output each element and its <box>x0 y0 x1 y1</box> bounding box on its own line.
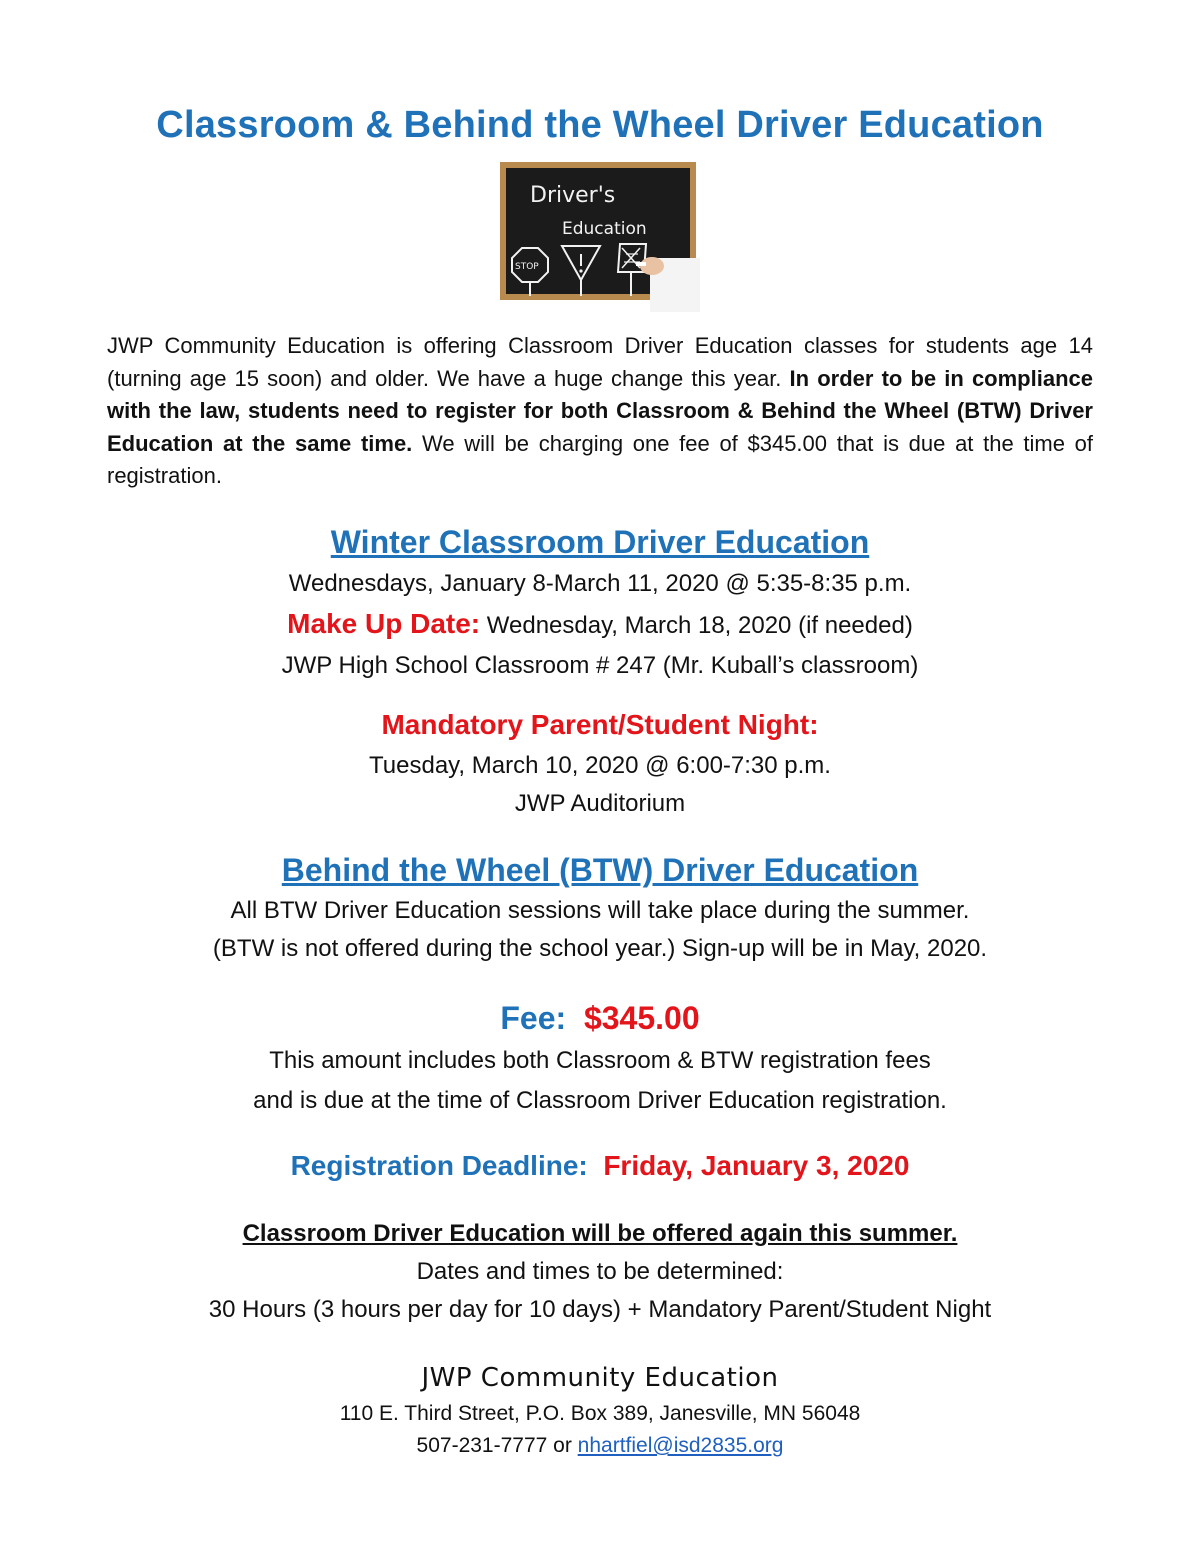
parent-night-section <box>0 703 1200 823</box>
fee-line1: This amount includes both Classroom & BTW registration fees <box>269 1047 931 1074</box>
board-text-education: Education <box>562 219 647 239</box>
parent-night-heading: Mandatory Parent/Student Night: <box>381 709 819 740</box>
page-title: Classroom & Behind the Wheel Driver Education <box>156 104 1044 146</box>
summer-line2: 30 Hours (3 hours per day for 10 days) + Mandatory Parent/Student Night <box>208 1296 992 1323</box>
intro-text-part2: We will be charging one fee of $345.00 that is due at the time of registration. <box>107 430 1093 488</box>
deadline-line <box>0 1145 1200 1187</box>
intro-text-part1: JWP Community Education is offering Classroom Driver Education classes for students age 14 (turning age 15 soon) and older. We have a huge change this year. <box>107 333 1093 391</box>
makeup-label: Make Up Date: <box>287 608 481 639</box>
contact-phone-email <box>0 1430 1200 1462</box>
intro-paragraph <box>107 330 1093 493</box>
winter-section <box>0 520 1200 686</box>
stop-text: STOP <box>515 262 539 272</box>
board-text-drivers: Driver's <box>530 183 616 208</box>
deadline-section <box>0 1145 1200 1187</box>
btw-section <box>0 848 1200 968</box>
deadline-date: Friday, January 3, 2020 <box>603 1150 910 1181</box>
deadline-label: Registration Deadline: <box>290 1150 588 1181</box>
summer-section <box>0 1215 1200 1329</box>
btw-line2: (BTW is not offered during the school year.) Sign-up will be in May, 2020. <box>212 935 988 962</box>
makeup-value: Wednesday, March 18, 2020 (if needed) <box>480 612 913 639</box>
fee-label: Fee: <box>500 1000 567 1036</box>
chalkboard-illustration <box>500 162 700 312</box>
summer-heading: Classroom Driver Education will be offered again this summer. <box>242 1220 958 1247</box>
winter-heading: Winter Classroom Driver Education <box>330 524 870 560</box>
fee-amount: $345.00 <box>583 1000 700 1036</box>
winter-location: JWP High School Classroom # 247 (Mr. Kuball’s classroom) <box>281 652 919 679</box>
contact-phone: 507-231-7777 or <box>416 1434 578 1457</box>
winter-dates: Wednesdays, January 8-March 11, 2020 @ 5:35-8:35 p.m. <box>288 570 912 597</box>
contact-section <box>0 1358 1200 1462</box>
intro-text-bold: In order to be in compliance with the law, students need to register for both Classroom & Behind the Wheel (BTW) Driver Education at the same time. <box>107 365 1093 456</box>
email-link[interactable]: nhartfiel@isd2835.org <box>577 1434 784 1457</box>
org-name: JWP Community Education <box>421 1363 779 1393</box>
btw-line1: All BTW Driver Education sessions will take place during the summer. <box>230 897 970 924</box>
fee-line2: and is due at the time of Classroom Driver Education registration. <box>253 1087 947 1114</box>
contact-address: 110 E. Third Street, P.O. Box 389, Janesville, MN 56048 <box>339 1402 861 1425</box>
fee-section <box>0 995 1200 1121</box>
chalkboard-image <box>500 162 700 312</box>
btw-heading: Behind the Wheel (BTW) Driver Education <box>281 852 919 888</box>
makeup-date-line <box>0 604 1200 646</box>
summer-line1: Dates and times to be determined: <box>416 1258 784 1285</box>
parent-night-location: JWP Auditorium <box>514 790 686 817</box>
fee-heading <box>0 995 1200 1041</box>
parent-night-date: Tuesday, March 10, 2020 @ 6:00-7:30 p.m. <box>369 752 831 779</box>
